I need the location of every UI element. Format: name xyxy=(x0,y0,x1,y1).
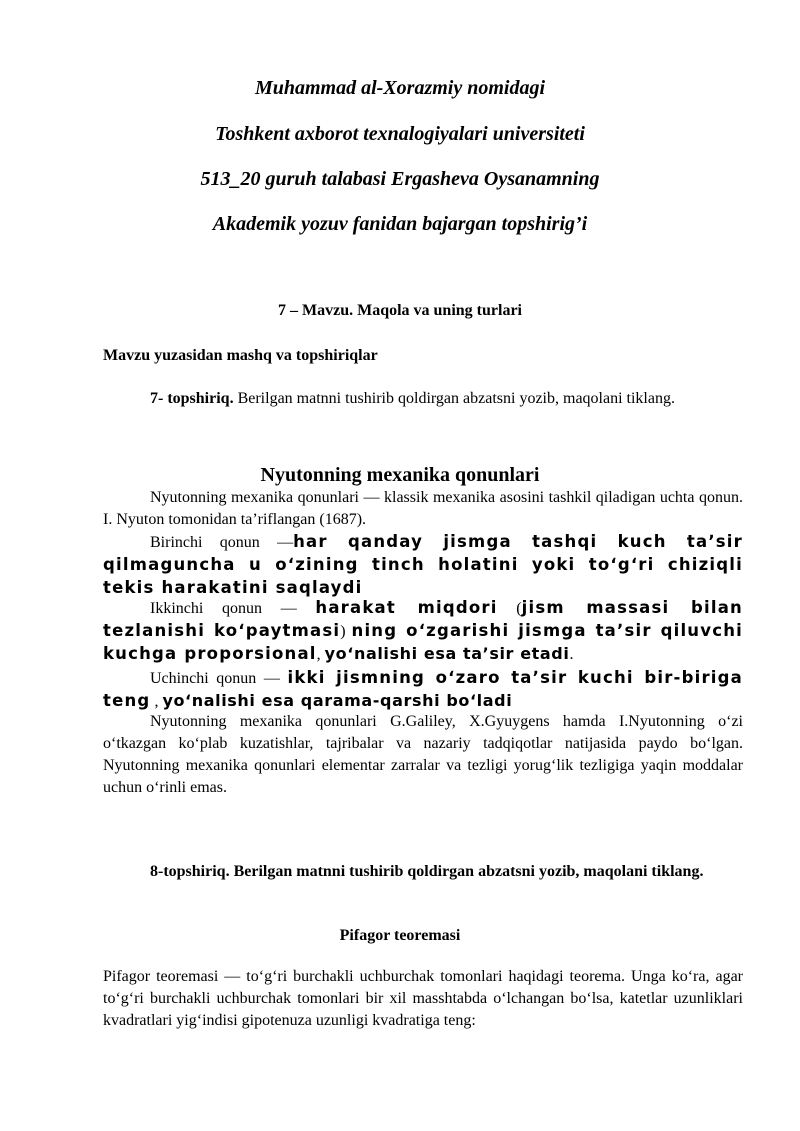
law-1-text: har qanday jismga tashqi kuch taʼsir qilmaguncha u oʻzining tinch holatini yoki toʻgʻri chiziqli tekis harakatini saqlaydi xyxy=(103,532,744,597)
article-2-text: Pifagor teoremasi — to‘g‘ri burchakli uchburchak tomonlari haqidagi teorema. Unga ko‘ra, agar to‘g‘ri burchakli uchburchak tomonlari bir xil masshtabda o‘lchangan bo‘lsa, katetlar uzunliklari kvadratlari yig‘indisi gipotenuza uzunligi kvadratiga teng: xyxy=(103,968,743,1029)
task-7-label: 7- topshiriq. xyxy=(150,390,234,407)
law-3-text-a: ikki jismning oʻzaro taʼsir kuchi bir-biriga teng xyxy=(103,668,743,710)
task-7-paragraph xyxy=(103,384,743,414)
article-1-intro: Nyutonning mexanika qonunlari — klassik mexanika asosini tashkil qiladigan uchta qonun. I. Nyuton tomonidan ta’riflangan (1687). xyxy=(103,489,743,528)
law-1-paragraph xyxy=(103,531,743,600)
law-2-text-d: ) xyxy=(340,623,352,640)
law-3-text-c: yoʻnalishi esa qarama-qarshi boʻladi xyxy=(162,691,513,710)
law-3-text-b: , xyxy=(150,693,163,710)
topic-title: 7 – Mavzu. Maqola va uning turlari xyxy=(277,302,522,319)
header-line-2: Toshkent axborot texnalogiyalari universiteti xyxy=(215,123,585,145)
task-8-paragraph: 8-topshiriq. Berilgan matnni tushirib qoldirgan abzatsni yozib, maqolani tiklang. xyxy=(150,863,704,880)
law-2-text-h: . xyxy=(569,646,574,663)
law-2-text-a: harakat miqdori xyxy=(315,598,498,617)
law-2-paragraph xyxy=(103,597,743,666)
law-2-text-b: ( xyxy=(497,600,522,617)
law-2-text-e: ning oʻzgarishi jismga taʼsir qiluvchi kuchga proporsional xyxy=(103,621,743,663)
article-2-title: Pifagor teoremasi xyxy=(339,927,461,944)
header-line-1: Muhammad al-Xorazmiy nomidagi xyxy=(254,77,546,99)
task-7-text: Berilgan matnni tushirib qoldirgan abzatsni yozib, maqolani tiklang. xyxy=(233,390,675,407)
law-2-text-g: yoʻnalishi esa taʼsir etadi xyxy=(324,644,570,663)
law-1-label: Birinchi qonun — xyxy=(150,534,294,551)
header-line-4: Akademik yozuv fanidan bajargan topshirig’i xyxy=(212,213,588,235)
article-1-closing: Nyutonning mexanika qonunlari G.Galiley, X.Gyuygens hamda I.Nyutonning o‘zi o‘tkazgan ko‘plab kuzatishlar, tajribalar va nazariy tadqiqotlar natijasida paydo bo‘lgan. Nyutonning mexanika qonunlari elementar zarralar va tezligi yorug‘lik tezligiga yaqin moddalar uchun o‘rinli emas. xyxy=(103,713,743,796)
header-line-3: 513_20 guruh talabasi Ergasheva Oysanamning xyxy=(200,168,600,190)
law-2-text-c: jism massasi bilan tezlanishi koʻpaytmasi xyxy=(103,598,744,640)
section-title: Mavzu yuzasidan mashq va topshiriqlar xyxy=(103,347,378,364)
law-2-text-f: , xyxy=(316,646,325,663)
law-3-label: Uchinchi qonun — xyxy=(150,670,288,687)
article-1-title: Nyutonning mexanika qonunlari xyxy=(260,464,540,486)
law-2-label: Ikkinchi qonun — xyxy=(150,600,316,617)
law-3-paragraph xyxy=(103,667,743,713)
